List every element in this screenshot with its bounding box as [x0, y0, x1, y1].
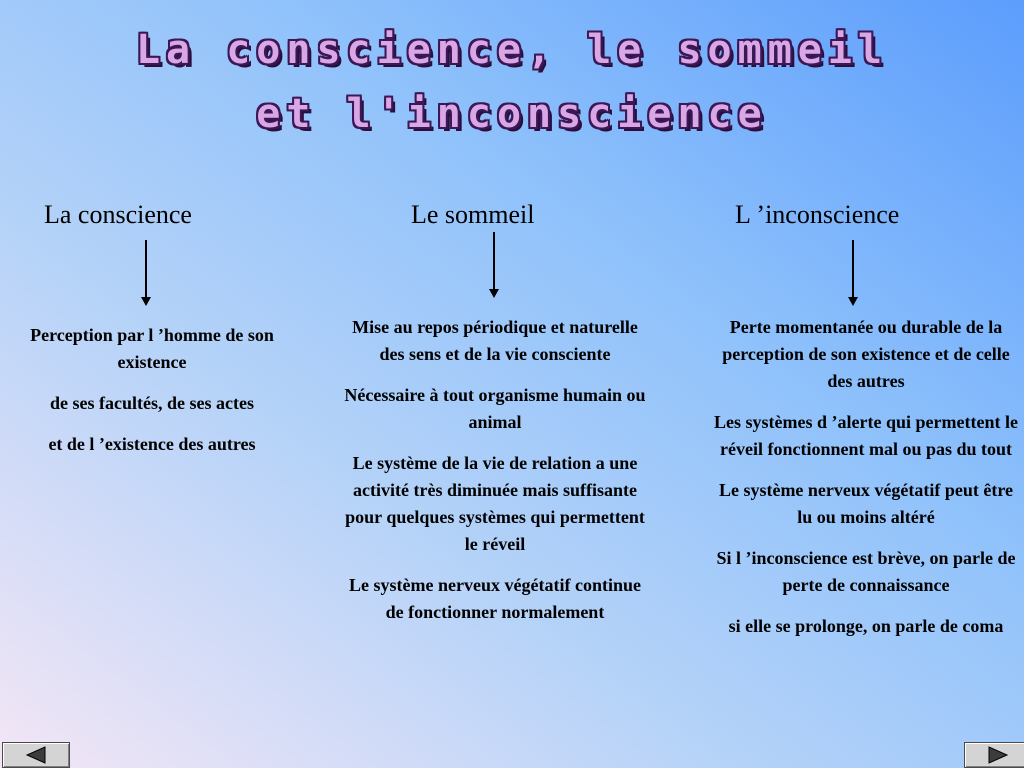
- inconscience-paragraph: Le système nerveux végétatif peut être lu ou moins altéré: [718, 480, 1014, 527]
- arrow-down-icon: [493, 232, 495, 290]
- column-inconscience-text: [714, 314, 1018, 654]
- arrow-down-icon: [852, 240, 854, 298]
- triangle-right-icon: [965, 743, 1024, 767]
- inconscience-paragraph: Les systèmes d ’alerte qui permettent le réveil fonctionnent mal ou pas du tout: [714, 412, 1018, 459]
- conscience-paragraph: de ses facultés, de ses actes: [50, 393, 254, 413]
- triangle-left-icon: [3, 743, 69, 767]
- inconscience-paragraph: Perte momentanée ou durable de la perception de son existence et de celle des autres: [722, 317, 1010, 391]
- sommeil-paragraph: Nécessaire à tout organisme humain ou animal: [344, 385, 646, 432]
- heading-le-sommeil: Le sommeil: [411, 200, 535, 229]
- inconscience-paragraph: Si l ’inconscience est brève, on parle de perte de connaissance: [716, 548, 1016, 595]
- next-slide-button[interactable]: [964, 742, 1024, 768]
- conscience-paragraph: et de l ’existence des autres: [48, 434, 256, 454]
- previous-slide-button[interactable]: [2, 742, 70, 768]
- conscience-paragraph: Perception par l ’homme de son existence: [30, 325, 274, 372]
- column-sommeil-text: [340, 314, 650, 640]
- column-conscience-text: [12, 322, 292, 472]
- sommeil-paragraph: Le système de la vie de relation a une activité très diminuée mais suffisante pour quelques systèmes qui permettent le réveil: [345, 453, 645, 554]
- arrow-down-icon: [145, 240, 147, 298]
- sommeil-paragraph: Mise au repos périodique et naturelle des sens et de la vie consciente: [352, 317, 638, 364]
- heading-la-conscience: La conscience: [44, 200, 192, 229]
- sommeil-paragraph: Le système nerveux végétatif continue de fonctionner normalement: [349, 575, 641, 622]
- heading-l-inconscience: L ’inconscience: [735, 200, 900, 229]
- slide-title-line-2: et l'inconscience: [256, 91, 768, 137]
- slide-title-line-1: La conscience, le sommeil: [135, 27, 889, 73]
- inconscience-paragraph: si elle se prolonge, on parle de coma: [728, 616, 1004, 636]
